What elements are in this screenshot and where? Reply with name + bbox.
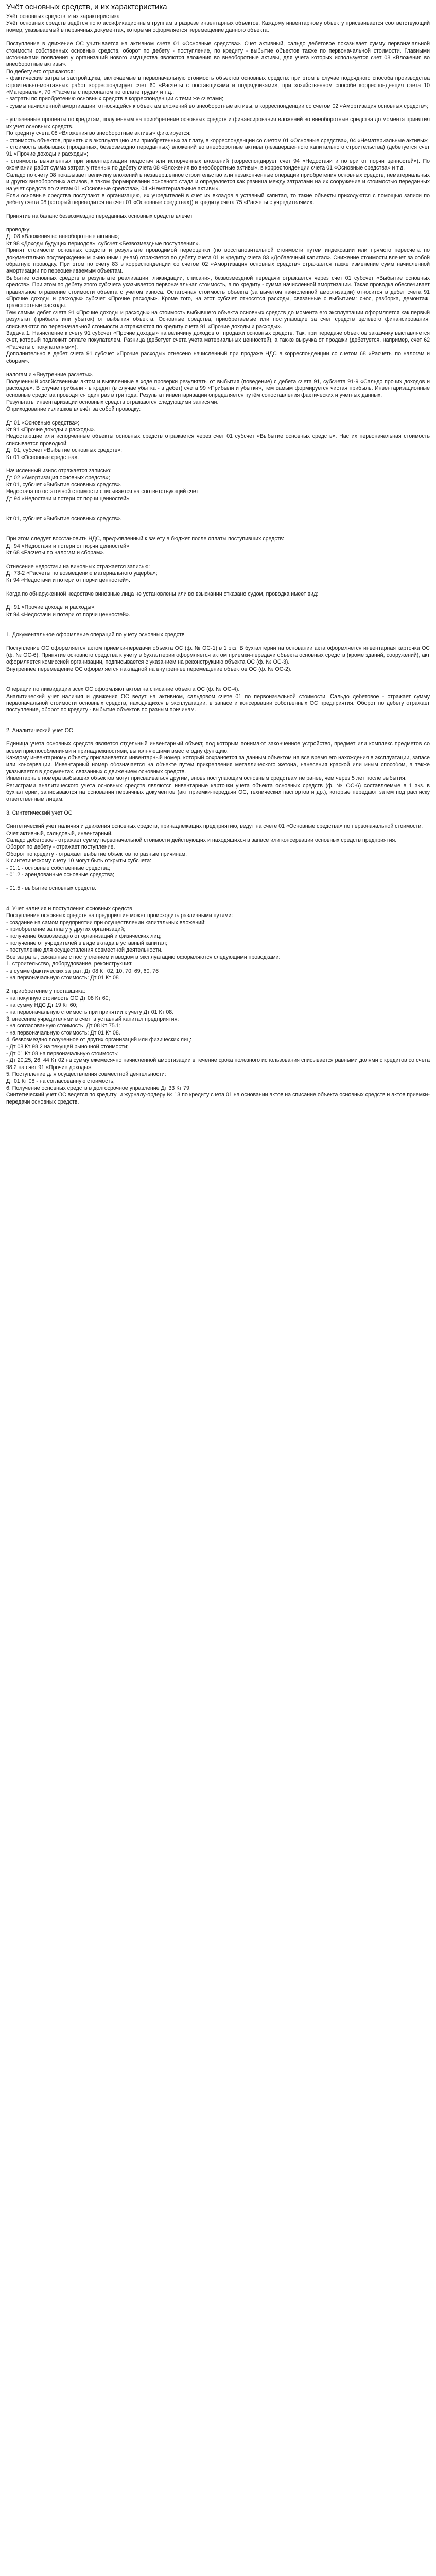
paragraph: - Дт 20,25, 26, 44 Кт 02 на сумму ежемесячно начисленной амортизации в течение срока полезного использования списывается равными долями с кредитов со счета 98.2 на счет 91 «Прочие доходы». <box>6 1057 431 1071</box>
paragraph: Результаты инвентаризации основных средств отражаются следующими записями. <box>6 399 219 405</box>
paragraph-gap <box>6 365 430 371</box>
paragraph: Когда по обнаруженной недостаче виновные лица не установлены или во взыскании отказано судом, проводка имеет вид: <box>6 590 319 597</box>
paragraph: Операции по ликвидации всех ОС оформляют актом на списание объекта ОС (ф. № ОС-4). <box>6 686 240 693</box>
paragraph-gap <box>6 673 430 680</box>
paragraph: - на первоначальную стоимость: Дт 01 Кт 08. <box>6 1029 120 1036</box>
paragraph: - на согласованную стоимость Дт 08 Кт 75.1; <box>6 1023 121 1029</box>
paragraph: Принят стоимости основных средств и результате проводимой переоценки (по восстановительной стоимости путем индексации или прямого пересчета по документально подтвержденным рыночным ценам) отражается по дебету счета 01 и кредиту счета 83 «Добавочный капитал». Снижение стоимости влечет за собой обратную проводку. При этом по счету 83 в корреспонденции со счетом 02 «Амортизация основных средств» отражается также изменение сумм начисленной амортизации по переоцениваемым объектам. <box>6 247 431 275</box>
paragraph-gap <box>6 509 430 516</box>
paragraph-gap <box>6 220 430 227</box>
paragraph: - получение от учредителей в виде вклада в уставный капитал; <box>6 940 167 946</box>
paragraph: - поступление для осуществления совместной деятельности. <box>6 947 163 954</box>
paragraph: Поступление в движение ОС учитывается на активном счете 01 «Основные средства». Счет активный, сальдо дебетовое показывает сумму первоначальной стоимости собственных основных средств, оборот по дебету - поступление, по кредиту - выбытие объектов также по первоначальной стоимости. Главными источниками появления у организаций нового имущества являются вложения во внеоборотные активы, для учета которых используется счет 08 «Вложения во внеоборотные активы». <box>6 41 431 68</box>
paragraph: проводку: <box>6 226 31 233</box>
paragraph-gap <box>6 714 430 721</box>
paragraph: - затраты по приобретению основных средств в корреспонденции с теми же счетами; <box>6 96 223 103</box>
paragraph: Кт 98 «Доходы будущих периодов», субсчет «Безвозмездные поступления». <box>6 240 200 247</box>
paragraph: 1. Документальное оформление операций по учету основных средств <box>6 632 185 638</box>
paragraph-gap <box>6 502 430 509</box>
paragraph: Сальдо дебетовое - отражает сумму первоначальной стоимости действующих и находящихся в запасе или консервации основных средств предприятия. <box>6 837 397 843</box>
paragraph: Оборот по кредиту - отражает выбытие объектов по разным причинам. <box>6 851 187 857</box>
paragraph: - 01.5 - выбытие основных средств. <box>6 885 97 892</box>
paragraph: Дт 01, субсчет «Выбытие основных средств»; <box>6 447 123 454</box>
paragraph: Недостача по остаточной стоимости списывается на соответствующий счет <box>6 488 199 495</box>
paragraph: Выбытие основных средств в результате реализации, ликвидации, списания, безвозмездной передачи отражается через счет 01 субсчет «Выбытие основных средств». При этом по дебету этого субсчета указывается первоначальная стоимость, а по кредиту - сумма начисленной амортизации. Такая проводка обеспечивает правильное отражение стоимости объекта с учетом износа. Остаточная стоимость объекта (за вычетом начисленной амортизации) относится в дебет счета 91 «Прочие доходы и расходы» субсчет «Прочие расходы». Кроме того, на этот субсчет относятся расходы, связанные с выбытием: снос, разборка, демонтаж, транспортные расходы. <box>6 275 431 309</box>
paragraph-gap <box>6 207 430 213</box>
paragraph: 6. Получение основных средств в долгосрочное управление Дт 33 Кт 79. <box>6 1085 191 1091</box>
paragraph-gap <box>6 638 430 645</box>
paragraph: - стоимость выявленных при инвентаризации недостач или испорченных вложений (корреспондирует счет 94 «Недостачи и потери от порчи ценностей»). По окончании работ сумма затрат, учтенных по дебету счета 08 «Вложения во внеоборотные активы», в корреспонденции счета 01 «Основные средства» и т.д. <box>6 158 431 172</box>
paragraph: 2. Аналитический учет ОС <box>6 727 73 734</box>
paragraph: Оприходование излишков влечёт за собой проводку: <box>6 406 141 413</box>
paragraph: При этом следует восстановить НДС, предъявленный к зачету в бюджет после оплаты поступивших средств: <box>6 536 285 543</box>
paragraph: Полученный хозяйственным актом и выявленные в ходе проверки результаты от выбытия (поведение) с дебета счета 91, субсчета 91-9 «Сальдо прочих доходов и расходов». В случае прибыли - в кредит (в случае убытка - в дебет) счета 99 «Прибыли и убытки», тем самым формируется чистая прибыль. Инвентаризационные основные средства проводятся один раз в три года. Результат инвентаризации определяется путём сопоставления фактических и учетных данных. <box>6 378 431 399</box>
paragraph: Счет активный, сальдовый, инвентарный. <box>6 830 113 837</box>
paragraph: - на первоначальную стоимость: Дт 01 Кт 08 <box>6 974 119 981</box>
paragraph: Дт 94 «Недостачи и потери от порчи ценностей»; <box>6 543 131 549</box>
paragraph-gap <box>6 625 430 632</box>
paragraph-gap <box>6 734 430 741</box>
paragraph-gap <box>6 557 430 564</box>
paragraph-gap <box>6 878 430 885</box>
paragraph: По дебету его отражаются: <box>6 68 75 75</box>
paragraph: Единица учета основных средств является отдельный инвентарный объект, под которым понимают законченное устройство, предмет или комплекс предметов со всеми приспособлениями и принадлежностями, выполняющими вместе одну функцию. <box>6 741 431 754</box>
paragraph: Если основные средства поступают в организацию, их учредителей в счет их вкладов в уставный капитал, то такие объекты приходуются с помощью записи по дебету счета 08 (который переводится на счет 01 «Основные средства»)) и кредиту счета 75 «Расчеты с учредителями». <box>6 192 431 206</box>
paragraph: - Дт 01 Кт 08 на первоначальную стоимость; <box>6 1050 119 1057</box>
paragraph-gap <box>6 110 430 116</box>
paragraph-gap <box>6 817 430 823</box>
paragraph: Кт 01 «Основные средства». <box>6 454 79 461</box>
paragraph-gap <box>6 34 430 41</box>
paragraph: Каждому инвентарному объекту присваивается инвентарный номер, который сохраняется за данным объектом на все время его нахождения в эксплуатации, запасе или консервации. Инвентарный номер обозначается на объекте путем прикрепления металлического жетона, нанесения краской или иным способом, а также указывается в документах, связанных с движением основных средств. <box>6 754 431 775</box>
paragraph: Синтетический учет наличия и движения основных средств, принадлежащих предприятию, ведут на счете 01 «Основные средства» по первоначальной стоимости. <box>6 823 423 830</box>
paragraph: - создание на самом предприятии при осуществлении капитальных вложений; <box>6 919 206 926</box>
paragraph-gap <box>6 803 430 810</box>
paragraph: - уплаченные проценты по кредитам, полученным на приобретение основных средств и финансирования вложений во внеоборотные средства до момента принятия их учет основных средств. <box>6 116 431 130</box>
paragraph: - на сумму НДС Дт 19 Кт 60; <box>6 1002 78 1009</box>
paragraph-gap <box>6 899 430 906</box>
article-body <box>6 13 430 1106</box>
paragraph: - на первоначальную стоимость при принятии к учету Дт 01 Кт 08. <box>6 1009 174 1015</box>
paragraph: 3. внесение учредителями в счет в уставный капитал предприятия: <box>6 1015 179 1022</box>
paragraph-gap <box>6 892 430 899</box>
paragraph: Отнесение недостачи на виновных отражается записью: <box>6 563 150 570</box>
paragraph: - 01.2 - арендованные основные средства; <box>6 872 115 878</box>
paragraph: Дт 91 «Прочие доходы и расходы»; <box>6 604 96 611</box>
paragraph: 4. Учет наличия и поступления основных средств <box>6 905 132 912</box>
paragraph: Недостающие или испорченные объекты основных средств отражается через счет 01 субсчет «Выбытие основных средств». Нас их первоначальная стоимость списывается проводкой: <box>6 433 431 447</box>
paragraph: Учёт основных средств, и их характеристика <box>6 13 120 20</box>
paragraph: Принятие на баланс безвозмездно переданных основных средств влечёт <box>6 213 193 219</box>
paragraph: Поступление основных средств на предприятие может происходить различными путями: <box>6 912 233 919</box>
paragraph: Дт 08 «Вложения во внеоборотные активы»; <box>6 233 119 240</box>
paragraph: Кт 68 «Расчеты по налогам и сборам». <box>6 550 105 556</box>
paragraph: налогам и «Внутренние расчеты». <box>6 371 94 378</box>
paragraph: - в сумме фактических затрат: Дт 08 Кт 02, 10, 70, 69, 60, 76 <box>6 968 159 974</box>
paragraph: Оборот по дебету - отражает поступление. <box>6 844 115 851</box>
paragraph: 2. приобретение у поставщика: <box>6 988 85 995</box>
paragraph: Дт 02 «Амортизация основных средств»; <box>6 474 110 481</box>
paragraph: Задача 1. Начисление к счету 91 субсчет «Прочие доходы» на величину доходов от продажи основных средств. Так, при передаче объектов заказчику выставляется счет, который подлежит оплате покупателем. Разница (дебетует счета учета материальных ценностей), а также выручка от продажи (дебетуется, например, счет 62 «Расчеты с покупателями»). <box>6 330 431 350</box>
paragraph: Дополнительно в дебет счета 91 субсчет «Прочие расходы» отнесено начисленный при продаже НДС в корреспонденции со счетом 68 «Расчеты по налогам и сборам». <box>6 351 431 364</box>
paragraph: По кредиту счета 08 «Вложения во внеоборотные активы» фиксируется: <box>6 130 191 137</box>
paragraph: Кт 01, субсчет «Выбытие основных средств». <box>6 516 122 522</box>
paragraph: - получение безвозмездно от организаций и физических лиц; <box>6 933 162 940</box>
paragraph: - 01.1 - основные собственные средства; <box>6 865 110 871</box>
paragraph-gap <box>6 981 430 988</box>
paragraph-gap <box>6 618 430 625</box>
paragraph: Кт 91 «Прочие доходы и расходы». <box>6 426 95 433</box>
paragraph: 5. Поступление для осуществления совместной деятельности: <box>6 1071 166 1078</box>
paragraph: - суммы начисленной амортизации, относящейся к объектам вложений во внеоборотные активы, в корреспонденции со счетом 02 «Амортизация основных средств»; <box>6 103 429 109</box>
paragraph: 3. Синтетический учет ОС <box>6 809 73 816</box>
paragraph: Начисленный износ отражается записью: <box>6 467 112 474</box>
paragraph: Кт 01, субсчет «Выбытие основных средств». <box>6 481 122 488</box>
paragraph: - Дт 08 Кт 98.2 на текущей рыночной стоимости; <box>6 1043 129 1050</box>
paragraph: Дт 73-2 «Расчеты по возмещению материального ущерба»; <box>6 570 158 577</box>
paragraph: 4. безвозмездно полученное от других организаций или физических лиц: <box>6 1037 191 1043</box>
paragraph: Все затраты, связанные с поступлением и вводом в эксплуатацию оформляются следующими проводками: <box>6 954 281 960</box>
paragraph: Дт 94 «Недостачи и потери от порчи ценностей»; <box>6 495 131 502</box>
paragraph-gap <box>6 522 430 529</box>
paragraph-gap <box>6 413 430 420</box>
paragraph: - стоимость выбывших (проданных, безвозмездно переданных) вложений во внеоборотные активы (незавершенного капитального строительства) (дебетуется счет 91 «Прочие доходы и расходы»; <box>6 144 431 158</box>
paragraph-gap <box>6 529 430 536</box>
paragraph-gap <box>6 461 430 468</box>
paragraph: Дт 01 «Основные средства»; <box>6 419 80 426</box>
paragraph: 1. строительство, доборудование, реконструкция: <box>6 961 133 968</box>
paragraph-gap <box>6 680 430 686</box>
paragraph: Кт 94 «Недостачи и потери от порчи ценностей». <box>6 577 130 584</box>
paragraph-gap <box>6 584 430 591</box>
paragraph: Учёт основных средств ведётся по классификационным группам в разрезе инвентарных объектов. Каждому инвентарному объекту присваивается соответствующий номер, указываемый в первичных документах, которыми оформляется перемещение данного объекта. <box>6 20 431 33</box>
paragraph-gap <box>6 598 430 604</box>
paragraph-gap <box>6 721 430 727</box>
page-title: Учёт основных средств, и их характеристика <box>6 3 167 11</box>
paragraph: Синтетический учет ОС ведется по кредиту и журналу-ордеру № 13 по кредиту счета 01 на основании актов на списание объекта основных средств и актов приемки-передачи основных средств. <box>6 1092 430 1105</box>
paragraph: К синтетическому счету 10 могут быть открыты субсчета: <box>6 858 152 865</box>
paragraph: Кт 94 «Недостачи и потери от порчи ценностей». <box>6 611 130 618</box>
paragraph: Сальдо по счету 08 показывает величину вложений в незавершенное строительство или незаконченные операции приобретения основных средств, нематериальных и других внеоборотных активов, в таком формировании основного стада и определяется как разница между затратами на их сооружение и стоимостью переданных на учет средств по счетам 01 «Основные средства», 04 «Нематериальные активы». <box>6 172 431 192</box>
paragraph: Дт 01 Кт 08 - на согласованную стоимость; <box>6 1078 115 1084</box>
paragraph: - на покупную стоимость ОС Дт 08 Кт 60; <box>6 995 110 1002</box>
paragraph: - приобретение за плату у других организаций; <box>6 926 126 933</box>
paragraph: Тем самым дебет счета 91 «Прочие доходы и расходы» на стоимость выбывшего объекта основных средств до момента его эксплуатации оформляется как первый результат (прибыль или убыток) от выбытия объекта. Основные средства, приобретаемые или поступающие за счет средств целевого финансирования, списываются по первоначальной стоимости и отражаются по кредиту счета 91 «Прочие доходы и расходы». <box>6 309 431 330</box>
paragraph: Регистрами аналитического учета основных средств являются инвентарные карточки учета объекта основных средств (ф. № ОС-6) составляемые в 1 экз. в бухгалтерии, записываются на основании первичных документов (акт приемки-передачи ОС, технических паспортов и др.), которые передают затем под расписку ответственным лицам. <box>6 782 431 803</box>
paragraph: Внутреннее перемещение ОС оформляется накладной на внутреннее перемещение объектов ОС (ф. № ОС-2). <box>6 666 292 672</box>
paragraph: - фактические затраты застройщика, включаемые в первоначальную стоимость объектов основных средств: при этом в случае подрядного способа производства строительно-монтажных работ корреспондирует счет 60 «Расчеты с поставщиками и подрядчиками», при хозяйственном способе корреспонденция счета 10 «Материалы», 70 «Расчеты с персоналом по оплате труда» и т.д.; <box>6 75 431 96</box>
paragraph: Аналитический учет наличия и движения ОС ведут на активном, сальдовом счете 01 по первоначальной стоимости. Сальдо дебетовое - отражает сумму первоначальной стоимости основных средств, находящихся в эксплуатации, в запасе и консервации собственных ОС предприятия. Оборот по дебету отражает поступление, оборот по кредиту - выбытие объектов по разным причинам. <box>6 693 431 714</box>
paragraph: - стоимость объектов, принятых в эксплуатацию или приобретенных за плату, в корреспонденции со счетом 01 «Основные средства», 04 «Нематериальные активы»; <box>6 137 429 144</box>
paragraph: Инвентарные номера выбывших объектов могут присваиваться другим, вновь поступающим основным средствам не ранее, чем через 5 лет после выбытия. <box>6 775 407 782</box>
paragraph: Поступление ОС оформляется актом приемки-передачи объекта ОС (ф. № ОС-1) в 1 экз. В бухгалтерии на основании акта оформляется инвентарная карточка ОС (ф. № ОС-6). Принятие основного средства к учету в бухгалтерии оформляется актом приемки-передачи объекта основных средств (кроме зданий, сооружений), акт оформляется комиссией организации, подписывается с указанием на реконструкцию объекта ОС (ф. № ОС-3). <box>6 645 431 666</box>
